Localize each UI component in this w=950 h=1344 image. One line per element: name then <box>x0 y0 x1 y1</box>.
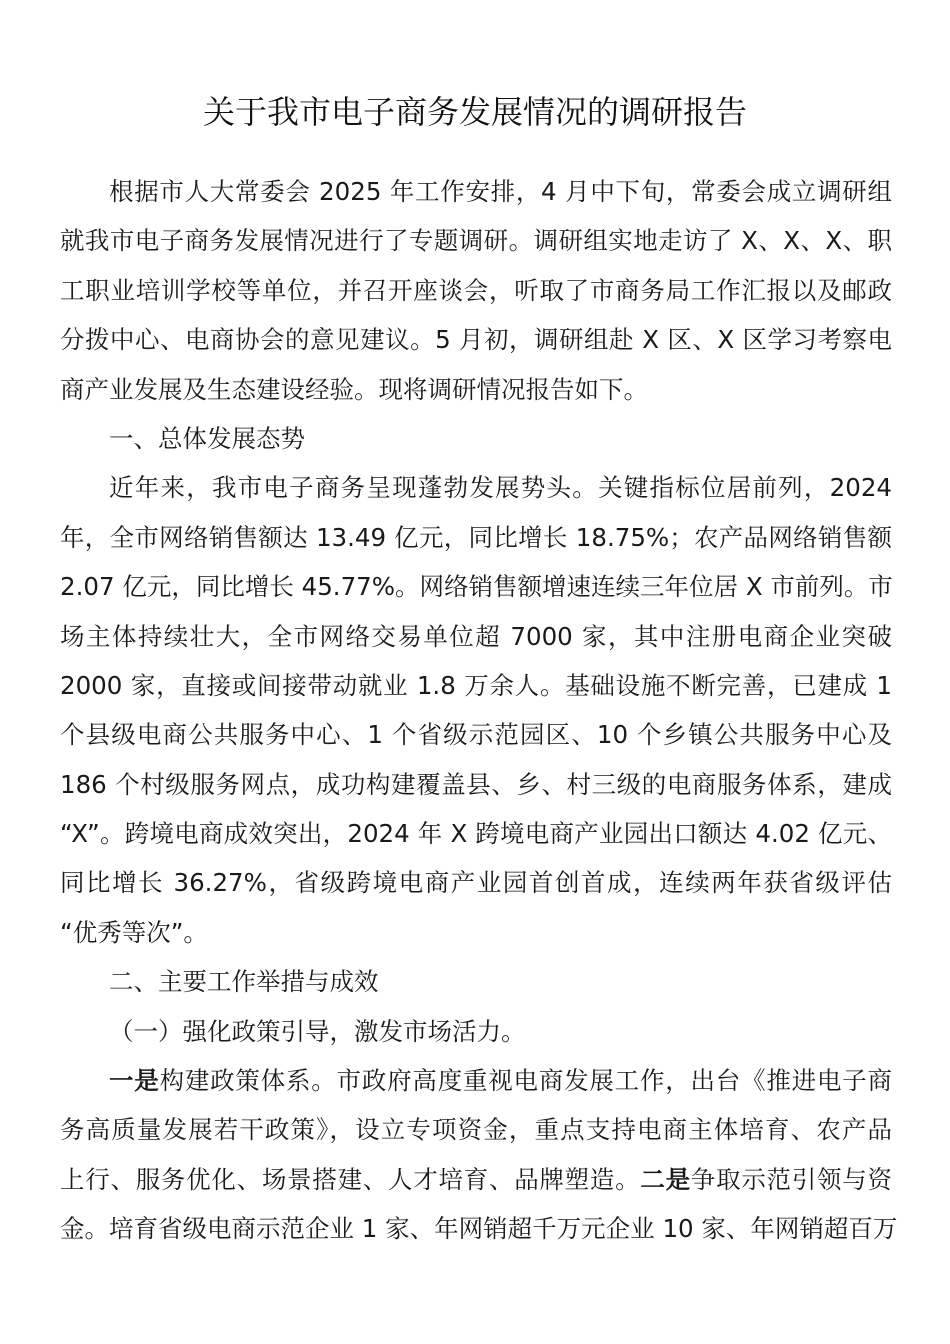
text-line: 近年来，我市电子商务呈现蓬勃发展势头。关键指标位居前列，2024 <box>109 473 892 503</box>
text-line: 同比增长 36.27%，省级跨境电商产业园首创首成，连续两年获省级评估 <box>60 868 892 898</box>
text-line: “X”。跨境电商成效突出，2024 年 X 跨境电商产业园出口额达 4.02 亿元、 <box>60 819 892 849</box>
text-line: 务高质量发展若干政策》，设立专项资金，重点支持电商主体培育、农产品 <box>60 1115 892 1145</box>
text-line: 就我市电子商务发展情况进行了专题调研。调研组实地走访了 X、X、X、职 <box>60 226 892 256</box>
section-heading: 二、主要工作举措与成效 <box>109 967 379 997</box>
text-line: 年，全市网络销售额达 13.49 亿元，同比增长 18.75%；农产品网络销售额 <box>60 522 892 552</box>
subsection-heading: （一）强化政策引导，激发市场活力。 <box>109 1016 526 1046</box>
bold-marker: 一是 <box>109 1066 160 1096</box>
text-line: 2000 家，直接或间接带动就业 1.8 万余人。基础设施不断完善，已建成 1 <box>60 670 892 700</box>
inline-text: 争取示范引领与资 <box>690 1164 892 1194</box>
text-line: “优秀等次”。 <box>60 917 208 947</box>
text-line: 金。培育省级电商示范企业 1 家、年网销超千万元企业 10 家、年网销超百万 <box>60 1214 898 1244</box>
bold-marker: 二是 <box>640 1164 691 1194</box>
text-line: 2.07 亿元，同比增长 45.77%。网络销售额增速连续三年位居 X 市前列。市 <box>60 572 893 602</box>
document-title: 关于我市电子商务发展情况的调研报告 <box>202 93 747 132</box>
text-line: 场主体持续壮大，全市网络交易单位超 7000 家，其中注册电商企业突破 <box>60 621 892 651</box>
measures-paragraph <box>60 1056 898 1254</box>
text-line <box>60 1056 892 1105</box>
text-line: 根据市人大常委会 2025 年工作安排，4 月中下旬，常委会成立调研组 <box>109 177 892 206</box>
text-line: 186 个村级服务网点，成功构建覆盖县、乡、村三级的电商服务体系，建成 <box>60 769 892 799</box>
overview-paragraph <box>60 463 892 957</box>
inline-text: 上行、服务优化、场景搭建、人才培育、品牌塑造。 <box>60 1164 641 1194</box>
text-line <box>60 1155 892 1204</box>
intro-paragraph <box>60 167 892 414</box>
text-line: 工职业培训学校等单位，并召开座谈会，听取了市商务局工作汇报以及邮政 <box>60 275 892 305</box>
document-body <box>60 167 898 1254</box>
section-heading: 一、总体发展态势 <box>109 423 305 453</box>
inline-text: 构建政策体系。市政府高度重视电商发展工作，出台《推进电子商 <box>159 1066 893 1096</box>
text-line: 个县级电商公共服务中心、1 个省级示范园区、10 个乡镇公共服务中心及 <box>60 720 892 750</box>
text-line: 分拨中心、电商协会的意见建议。5 月初，调研组赴 X 区、X 区学习考察电 <box>60 325 892 355</box>
text-line: 商产业发展及生态建设经验。现将调研情况报告如下。 <box>60 374 648 404</box>
